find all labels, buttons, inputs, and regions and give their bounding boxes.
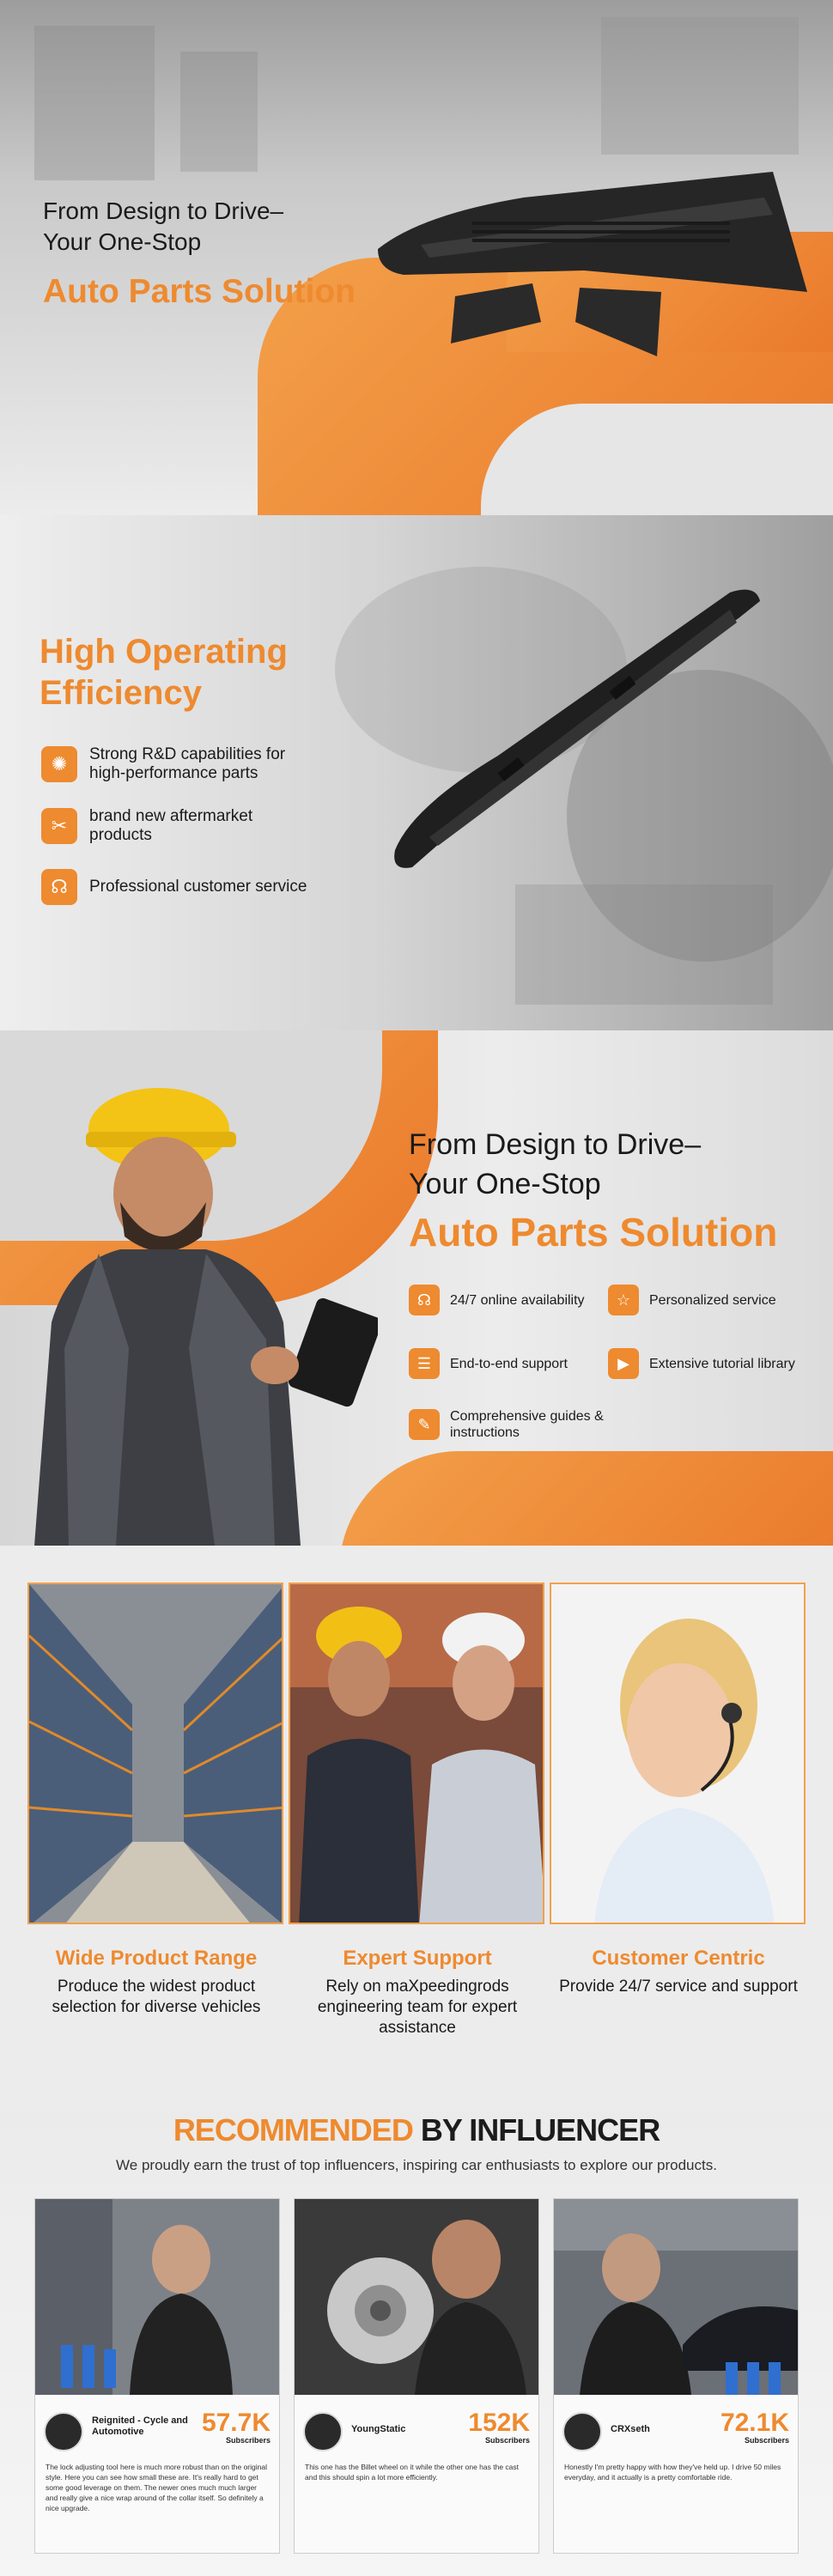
checklist-icon: ☰ [409,1348,440,1379]
subscriber-count: 152K [468,2409,530,2437]
influencer-quote: This one has the Billet wheel on it while the other one has the cast and this should spin a lot more efficiently. [305,2463,520,2482]
feature-cards-section [0,1546,833,2112]
support-agent-photo-card [550,1583,806,1924]
efficiency-title [40,631,288,714]
efficiency-feature-1-text: Strong R&D capabilities for high-performance parts [89,745,286,782]
hero-accent-title: Auto Parts Solution [43,273,356,310]
solution-accent-title: Auto Parts Solution [409,1210,778,1255]
solution-section [0,1030,833,1546]
feature-desc-expert-support: Rely on maXpeedingrods engineering team for expert assistance [317,1978,518,2037]
engineers-photo [290,1584,544,1924]
influencer-subtitle: We proudly earn the trust of top influencers, inspiring car enthusiasts to explore our products. [116,2157,717,2173]
service-item-personalized [608,1285,776,1315]
influencer-title-accent: RECOMMENDED [173,2112,413,2148]
avatar [562,2412,602,2451]
efficiency-feature-3 [41,869,313,905]
headset-icon: ☊ [41,869,77,905]
solution-line-2: Your One-Stop [409,1168,601,1200]
hero-section [0,0,833,515]
influencer-name: CRXseth [611,2424,650,2434]
influencer-info [295,2397,539,2554]
gear-network-icon: ✺ [41,746,77,782]
warehouse-photo [29,1584,283,1924]
service-item-personalized-text: Personalized service [649,1292,776,1308]
influencer-card [294,2198,539,2554]
influencer-card [34,2198,280,2554]
service-item-tutorials-text: Extensive tutorial library [649,1356,795,1371]
influencer-title-rest: BY INFLUENCER [412,2112,660,2148]
efficiency-feature-3-text: Professional customer service [89,878,307,896]
service-item-guides-text: Comprehensive guides & instructions [450,1409,604,1440]
efficiency-feature-2-text: brand new aftermarket products [89,807,253,844]
efficiency-section [0,515,833,1030]
service-item-end-to-end-text: End-to-end support [450,1356,568,1371]
influencer-quote: Honestly I'm pretty happy with how they've held up. I drive 50 miles everyday, and it actually is a pretty comfortable ride. [564,2463,781,2482]
subscriber-label: Subscribers [225,2436,271,2445]
hero-line-2: Your One-Stop [43,228,202,255]
hero-cutout [481,404,833,515]
solution-line-1: From Design to Drive– [409,1128,702,1161]
feature-desc-product-range: Produce the widest product selection for diverse vehicles [52,1978,261,2016]
service-item-end-to-end [409,1348,568,1379]
video-tutorial-icon: ▶ [608,1348,639,1379]
influencer-name: Reignited - Cycle and Automotive [92,2415,188,2437]
influencer-name: YoungStatic [351,2424,406,2434]
subscriber-label: Subscribers [744,2436,789,2445]
service-item-online-text: 24/7 online availability [450,1292,585,1308]
star-icon: ☆ [608,1285,639,1315]
service-item-guides [409,1408,606,1441]
subscriber-count: 72.1K [720,2409,789,2437]
support-agent-photo [551,1584,806,1924]
headset-icon: ☊ [409,1285,440,1315]
influencer-info [35,2397,280,2554]
influencer-photo [554,2199,799,2395]
service-item-tutorials [608,1348,795,1379]
wiper-cowl-image [378,584,773,876]
engineer-with-tablet-image [17,1065,378,1546]
guide-icon: ✎ [409,1409,440,1440]
feature-title-product-range: Wide Product Range [55,1947,258,1970]
feature-desc-customer-centric: Provide 24/7 service and support [559,1978,798,1996]
influencer-photo [35,2199,280,2395]
feature-title-expert-support: Expert Support [343,1947,492,1970]
efficiency-feature-1 [41,745,313,783]
efficiency-feature-2 [41,807,313,845]
efficiency-title-line-2: Efficiency [40,674,202,712]
influencer-photo [295,2199,539,2395]
orange-swoosh-bottom [339,1451,833,1546]
efficiency-title-line-1: High Operating [40,633,288,671]
influencer-quote: The lock adjusting tool here is much more robust than on the original style. Here you can see how small these are. It's really hard to get some good leverage on them. The newer ones much much larger and really give a nice wrap around of the collar itself. So definitely a nice upgrade. [46,2463,267,2512]
tools-icon: ✂ [41,808,77,844]
hero-line-1: From Design to Drive– [43,197,284,224]
hero-headline [43,196,283,258]
influencer-section [0,2112,833,2576]
subscriber-label: Subscribers [484,2436,530,2445]
avatar [303,2412,343,2451]
influencer-card [553,2198,799,2554]
feature-title-customer-centric: Customer Centric [592,1947,765,1970]
service-item-online [409,1285,585,1315]
influencer-info [554,2397,799,2554]
cowl-panel-image [369,163,816,361]
influencer-title [0,2112,833,2148]
warehouse-photo-card [27,1583,283,1924]
subscriber-count: 57.7K [201,2409,271,2437]
engineers-photo-card [289,1583,544,1924]
avatar [44,2412,83,2451]
solution-headline [409,1125,701,1204]
